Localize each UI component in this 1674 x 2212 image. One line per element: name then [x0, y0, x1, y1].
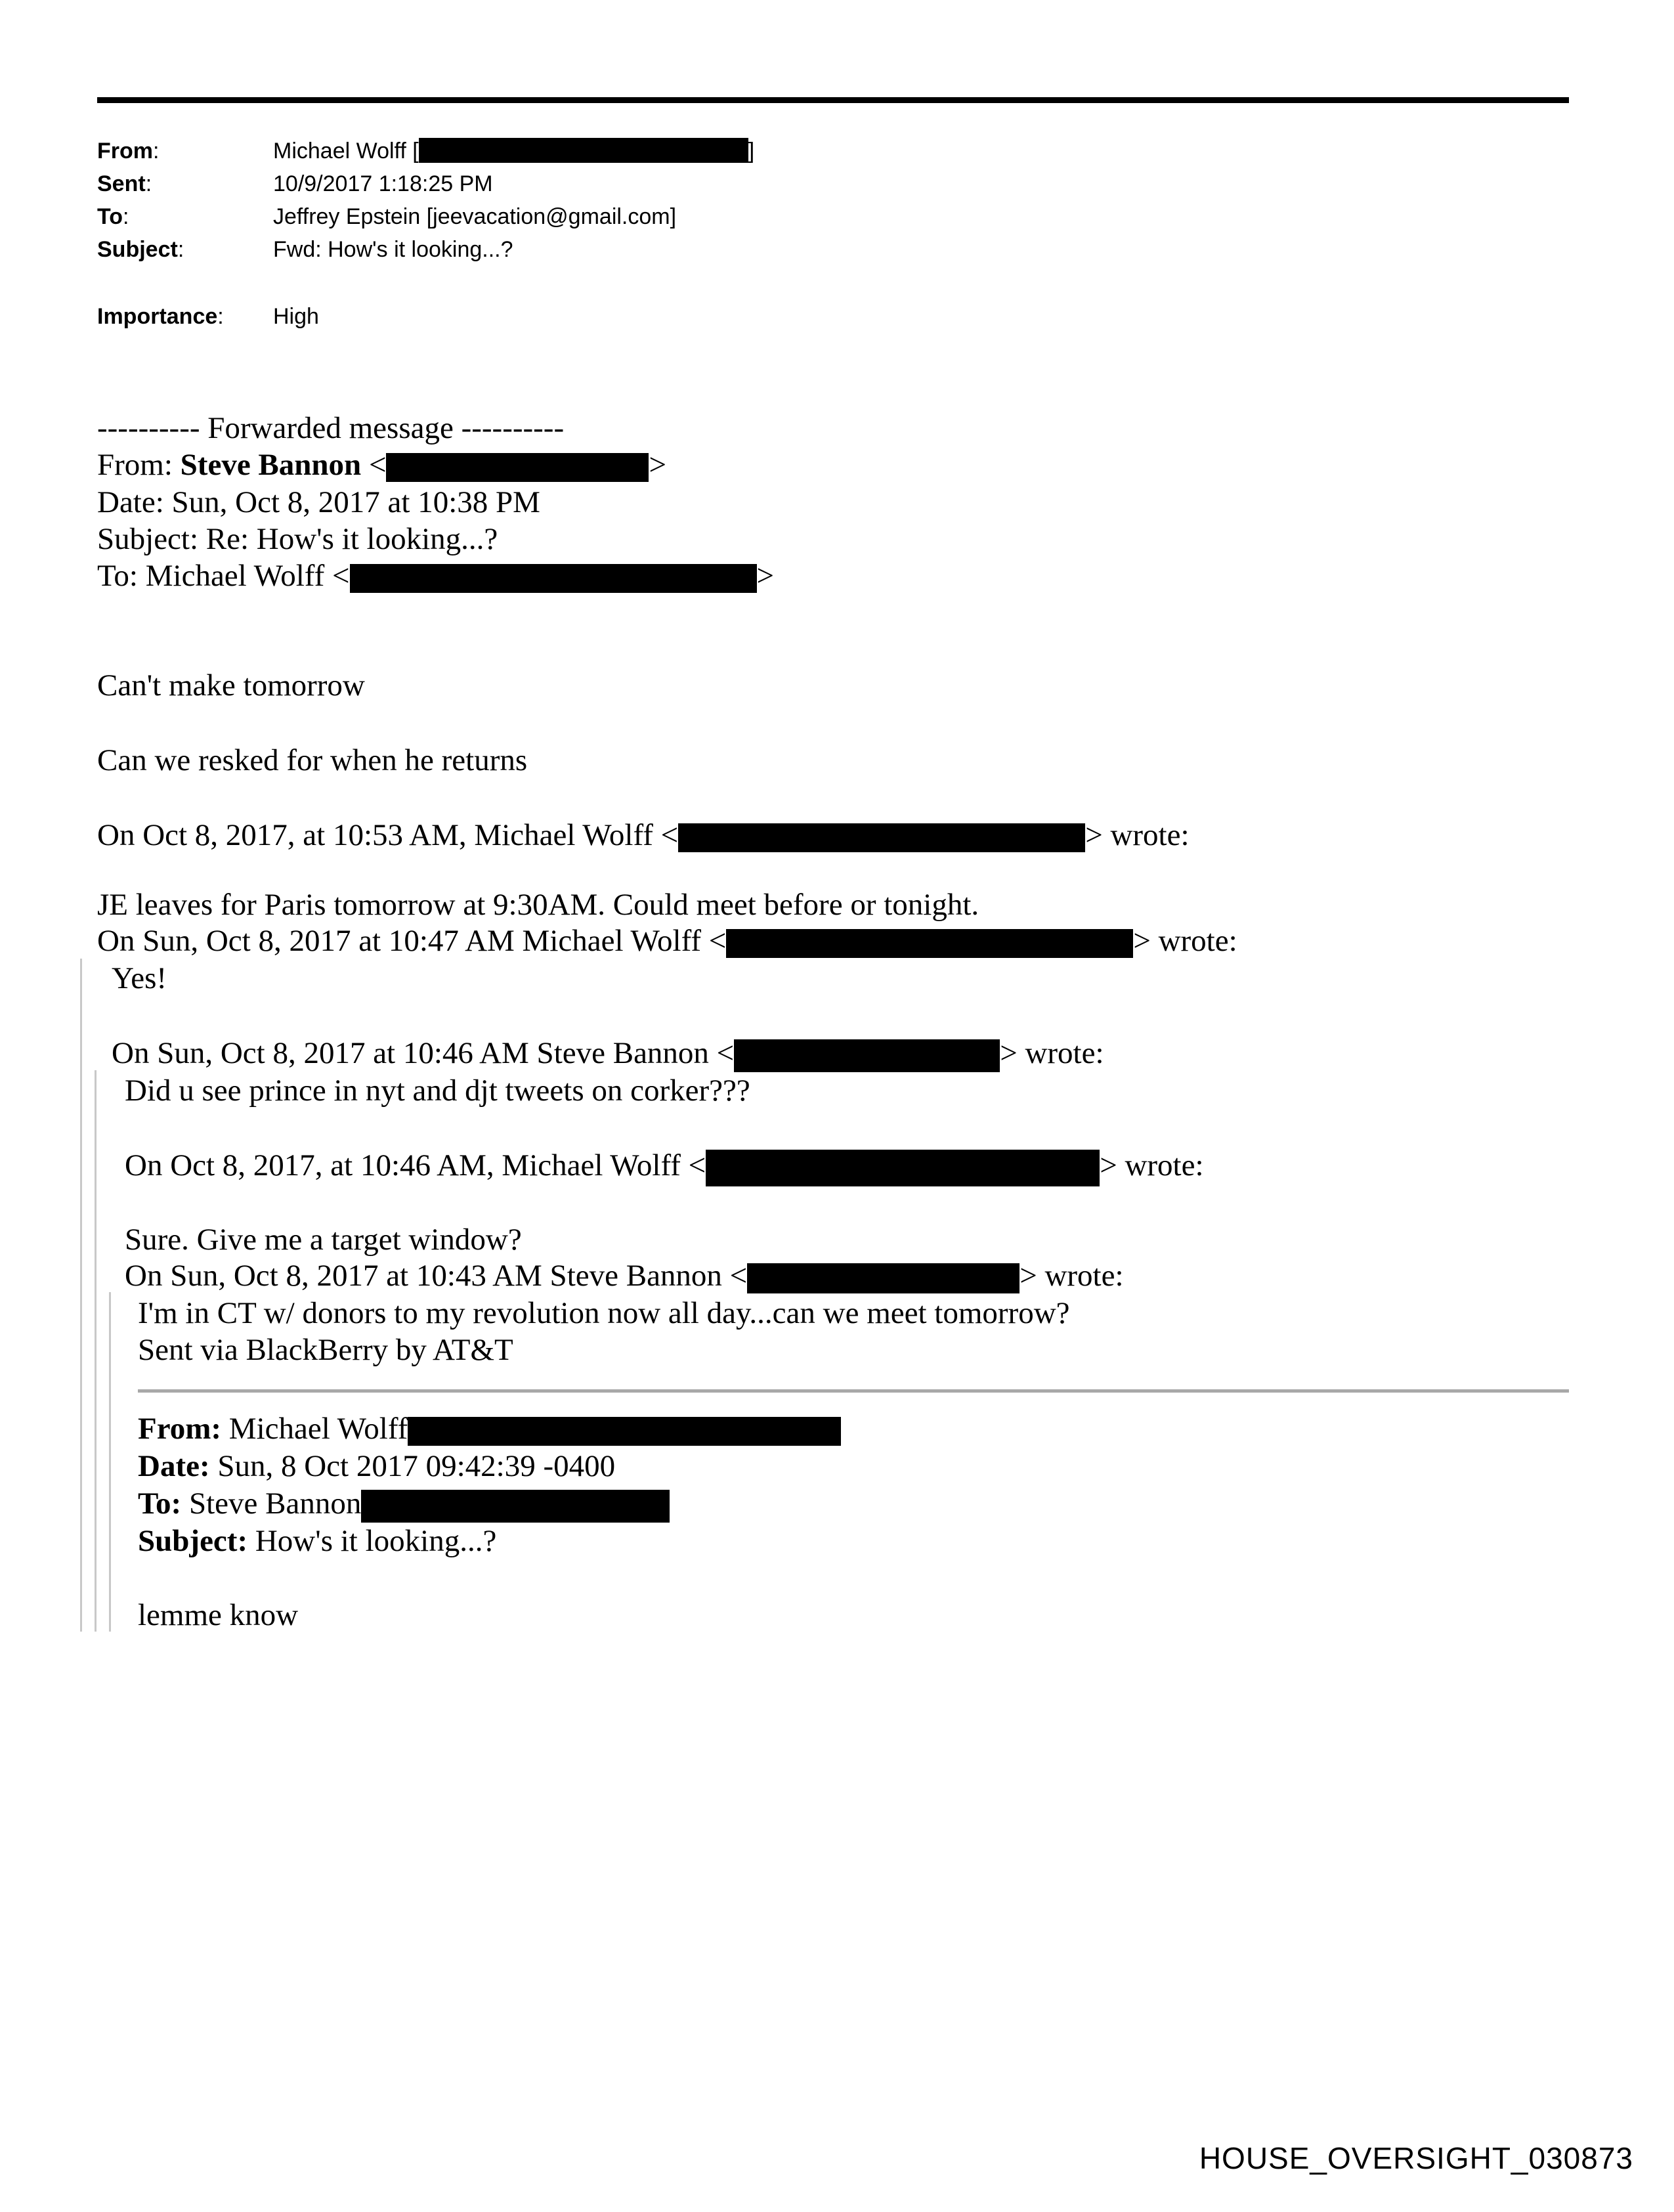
from-label: From:: [97, 139, 160, 163]
forwarded-to: To: Michael Wolff < >: [97, 559, 775, 593]
quote-bar-level-1: [80, 959, 82, 1632]
redaction: [734, 1039, 1000, 1072]
quote-bar-level-3: [109, 1292, 111, 1632]
redaction: [706, 1150, 1100, 1186]
quote-5-attribution: On Sun, Oct 8, 2017 at 10:43 AM Steve Bannon < > wrote:: [125, 1259, 1124, 1293]
redaction: [408, 1417, 841, 1446]
sent-value: 10/9/2017 1:18:25 PM: [273, 171, 493, 196]
quote-4-attribution: On Oct 8, 2017, at 10:46 AM, Michael Wolff < > wrote:: [125, 1147, 1204, 1186]
forwarded-banner: ---------- Forwarded message ----------: [97, 411, 565, 445]
original-to: To: Steve Bannon: [138, 1485, 670, 1523]
quote-3-attribution: On Sun, Oct 8, 2017 at 10:46 AM Steve Bannon < > wrote:: [112, 1035, 1104, 1072]
to-label: To:: [97, 204, 129, 229]
forwarded-from: From: Steve Bannon < >: [97, 448, 666, 482]
importance-value: High: [273, 304, 319, 329]
quote-5-text-1: I'm in CT w/ donors to my revolution now all day...can we meet tomorrow?: [138, 1296, 1070, 1330]
top-rule: [97, 97, 1569, 103]
redaction: [747, 1263, 1019, 1293]
redaction: [350, 564, 757, 593]
quote-4-text: Sure. Give me a target window?: [125, 1223, 522, 1257]
forwarded-subject: Subject: Re: How's it looking...?: [97, 522, 498, 556]
sent-label: Sent:: [97, 171, 152, 196]
quote-3-text: Did u see prince in nyt and djt tweets on corker???: [125, 1073, 750, 1108]
reply-line-1: Can't make tomorrow: [97, 668, 365, 703]
redaction: [419, 138, 748, 163]
quote-1-attribution: On Oct 8, 2017, at 10:53 AM, Michael Wolff < > wrote:: [97, 818, 1190, 852]
quote-1-text: JE leaves for Paris tomorrow at 9:30AM. Could meet before or tonight.: [97, 888, 979, 922]
original-body: lemme know: [138, 1598, 299, 1632]
from-value: Michael Wolff [ ]: [273, 139, 755, 163]
redaction: [386, 453, 649, 482]
quote-2-text: Yes!: [112, 961, 167, 995]
importance-label: Importance:: [97, 304, 224, 329]
sender-name: Steve Bannon: [180, 448, 362, 482]
original-message-divider: [138, 1389, 1569, 1393]
redaction: [678, 823, 1085, 852]
quote-2-attribution: On Sun, Oct 8, 2017 at 10:47 AM Michael Wolff < > wrote:: [97, 924, 1237, 958]
quote-5-text-2: Sent via BlackBerry by AT&T: [138, 1333, 513, 1367]
to-value: Jeffrey Epstein [jeevacation@gmail.com]: [273, 204, 677, 229]
original-date: Date: Sun, 8 Oct 2017 09:42:39 -0400: [138, 1449, 616, 1483]
redaction: [361, 1490, 670, 1523]
original-subject: Subject: How's it looking...?: [138, 1524, 497, 1558]
bates-number: HOUSE_OVERSIGHT_030873: [1199, 2141, 1633, 2175]
quote-bar-level-2: [95, 1070, 97, 1632]
reply-line-2: Can we resked for when he returns: [97, 743, 528, 777]
subject-label: Subject:: [97, 237, 184, 262]
forwarded-date: Date: Sun, Oct 8, 2017 at 10:38 PM: [97, 485, 540, 519]
redaction: [726, 929, 1133, 958]
subject-value: Fwd: How's it looking...?: [273, 237, 513, 262]
original-from: From: Michael Wolff: [138, 1410, 841, 1447]
